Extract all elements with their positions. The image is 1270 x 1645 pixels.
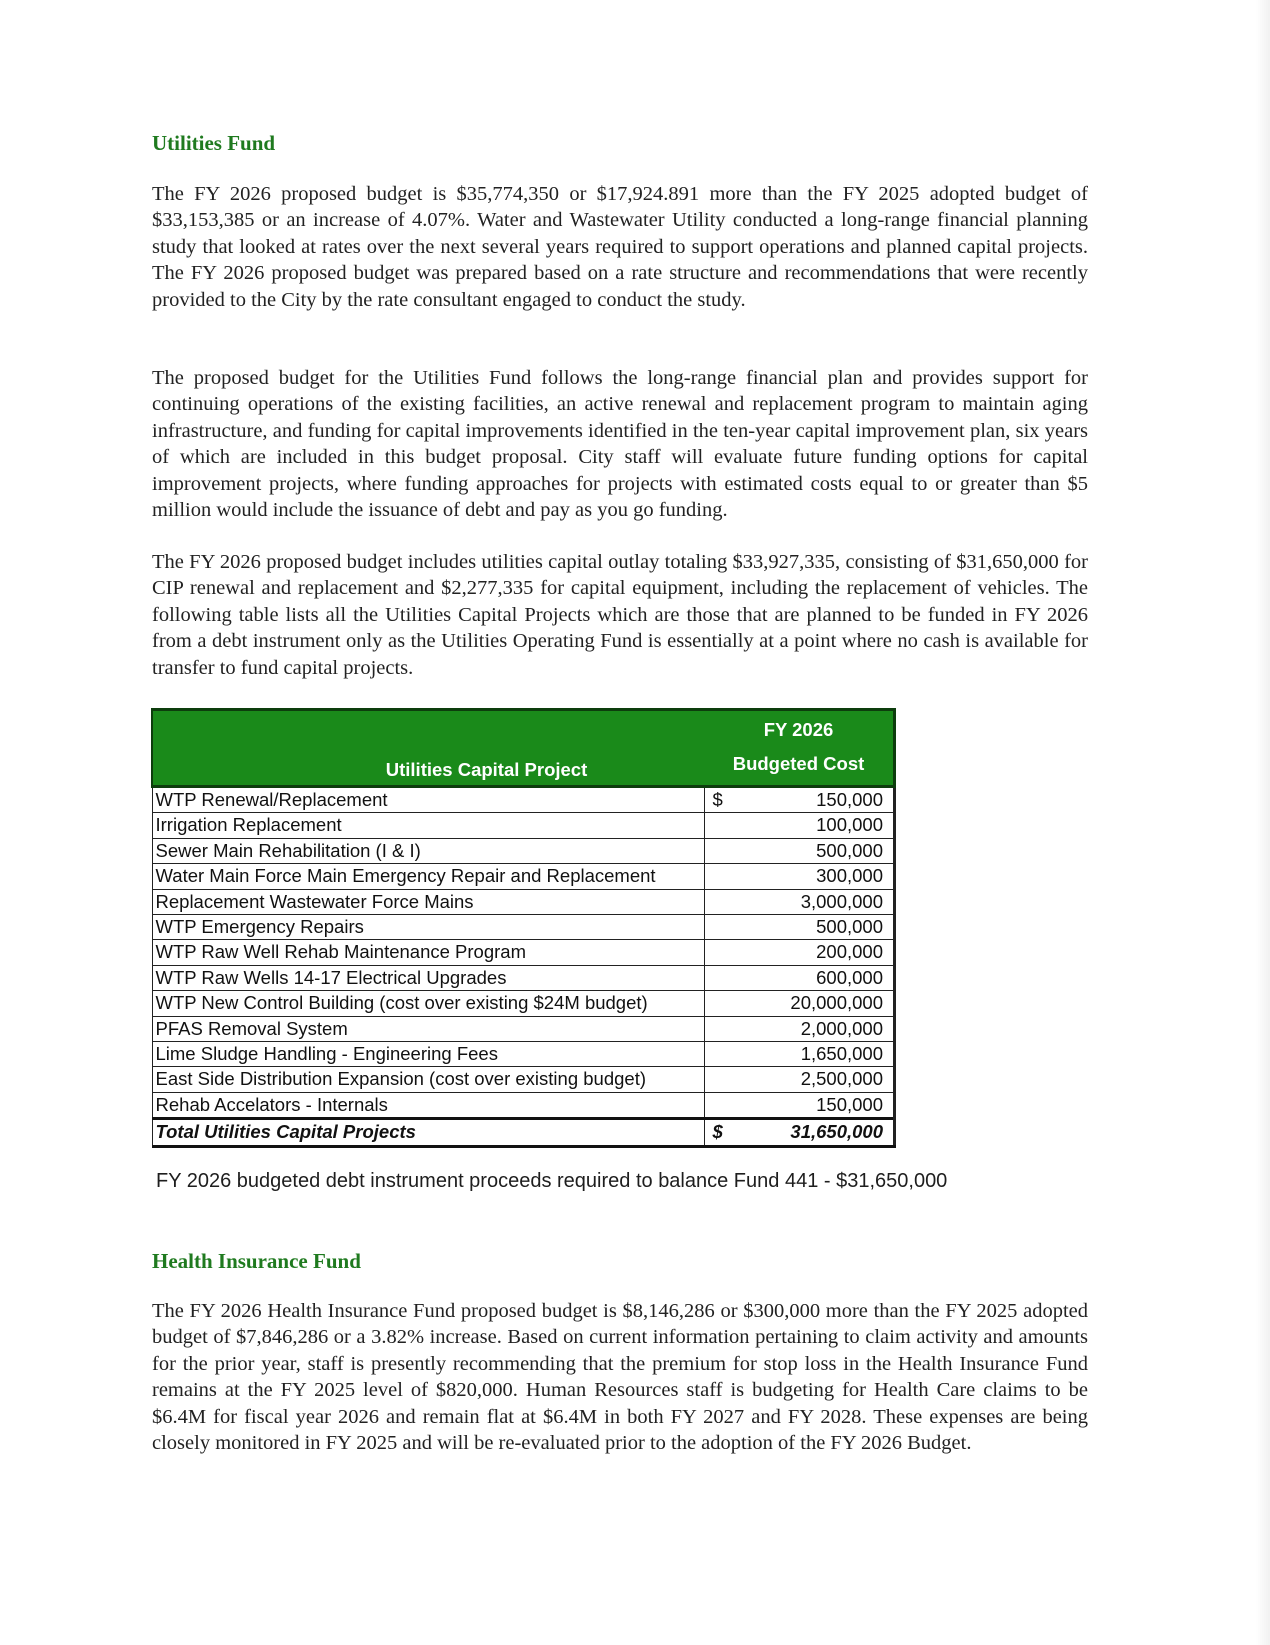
cost-cell — [704, 864, 895, 889]
project-name: Sewer Main Rehabilitation (I & I) — [152, 838, 704, 863]
health-insurance-fund-paragraph: The FY 2026 Health Insurance Fund proposed budget is $8,146,286 or $300,000 more than the FY 2025 adopted budget of $7,846,286 or a 3.82% increase. Based on current information pertaining to claim activity and amounts for the prior year, staff is presently recommending that the premium for stop loss in the Health Insurance Fund remains at the FY 2025 level of $820,000. Human Resources staff is budgeting for Health Care claims to be $6.4M for fiscal year 2026 and remain flat at $6.4M in both FY 2027 and FY 2028. These expenses are being closely monitored in FY 2025 and will be re-evaluated prior to the adoption of the FY 2026 Budget. — [152, 1300, 1088, 1455]
budgeted-cost: 300,000 — [816, 865, 883, 887]
budgeted-cost: 1,650,000 — [800, 1043, 883, 1065]
cost-cell — [704, 1042, 895, 1067]
project-name: WTP Raw Wells 14-17 Electrical Upgrades — [152, 965, 704, 990]
table-body — [152, 787, 895, 1119]
utilities-fund-paragraph-1: The FY 2026 proposed budget is $35,774,350 or $17,924.891 more than the FY 2025 adopted budget of $33,153,385 or an increase of 4.07%. Water and Wastewater Utility conducted a long-range financial planning study that looked at rates over the next several years required to support operations and planned capital projects. The FY 2026 proposed budget was prepared based on a rate structure and recommendations that were recently provided to the City by the rate consultant engaged to conduct the study. — [152, 183, 1088, 311]
header-cost — [704, 710, 895, 787]
budgeted-cost: 500,000 — [816, 839, 883, 861]
page-edge-shadow — [1256, 0, 1270, 1645]
cost-cell — [704, 1067, 895, 1092]
cost-cell — [704, 889, 895, 914]
total-label: Total Utilities Capital Projects — [152, 1119, 704, 1146]
project-name: Irrigation Replacement — [152, 813, 704, 838]
cost-cell — [704, 915, 895, 940]
currency-symbol: $ — [712, 789, 723, 810]
project-name: Rehab Accelators - Internals — [152, 1092, 704, 1118]
table-row — [152, 813, 895, 838]
total-currency: $ — [712, 1121, 723, 1143]
table-row — [152, 889, 895, 914]
cost-cell — [704, 813, 895, 838]
table-row — [152, 915, 895, 940]
table-header-row — [152, 710, 895, 787]
table-row — [152, 991, 895, 1016]
project-name: PFAS Removal System — [152, 1016, 704, 1041]
utilities-fund-paragraph-3: The FY 2026 proposed budget includes utilities capital outlay totaling $33,927,335, consisting of $31,650,000 for CIP renewal and replacement and $2,277,335 for capital equipment, including the replacement of vehicles. The following table lists all the Utilities Capital Projects which are those that are planned to be funded in FY 2026 from a debt instrument only as the Utilities Operating Fund is essentially at a point where no cash is available for transfer to fund capital projects. — [152, 551, 1088, 679]
budgeted-cost: 150,000 — [816, 789, 883, 810]
cost-cell — [704, 991, 895, 1016]
cost-cell — [704, 838, 895, 863]
budgeted-cost: 600,000 — [816, 966, 883, 988]
project-name: East Side Distribution Expansion (cost over existing budget) — [152, 1067, 704, 1092]
budgeted-cost: 200,000 — [816, 941, 883, 963]
budgeted-cost: 3,000,000 — [800, 890, 883, 912]
project-name: WTP New Control Building (cost over existing $24M budget) — [152, 991, 704, 1016]
budgeted-cost: 2,000,000 — [800, 1017, 883, 1039]
project-name: Water Main Force Main Emergency Repair and Replacement — [152, 864, 704, 889]
table-row — [152, 864, 895, 889]
project-name: Replacement Wastewater Force Mains — [152, 889, 704, 914]
budgeted-cost: 150,000 — [816, 1093, 883, 1115]
header-cost-line2: Budgeted Cost — [732, 753, 865, 774]
utilities-fund-paragraph-2: The proposed budget for the Utilities Fund follows the long-range financial plan and provides support for continuing operations of the existing facilities, an active renewal and replacement program to maintain aging infrastructure, and funding for capital improvements identified in the ten-year capital improvement plan, six years of which are included in this budget proposal. City staff will evaluate future funding options for capital improvement projects, where funding approaches for projects with estimated costs equal to or greater than $5 million would include the issuance of debt and pay as you go funding. — [152, 367, 1088, 522]
table-row — [152, 1067, 895, 1092]
cost-cell — [704, 1016, 895, 1041]
table-row — [152, 940, 895, 965]
budgeted-cost: 2,500,000 — [800, 1068, 883, 1090]
total-cost: 31,650,000 — [790, 1121, 883, 1143]
table-row — [152, 1042, 895, 1067]
project-name: WTP Emergency Repairs — [152, 915, 704, 940]
budgeted-cost: 100,000 — [816, 814, 883, 836]
cost-cell — [704, 965, 895, 990]
health-insurance-fund-title: Health Insurance Fund — [152, 1249, 361, 1273]
table-row — [152, 965, 895, 990]
header-project: Utilities Capital Project — [152, 710, 704, 787]
cost-cell — [704, 1092, 895, 1118]
table-row — [152, 838, 895, 863]
project-name: WTP Renewal/Replacement — [152, 787, 704, 813]
budgeted-cost: 20,000,000 — [790, 992, 883, 1014]
table-row — [152, 1016, 895, 1041]
cost-cell — [704, 940, 895, 965]
table-total-row — [152, 1119, 895, 1146]
table-row — [152, 787, 895, 813]
cost-cell — [704, 787, 895, 813]
table-row — [152, 1092, 895, 1118]
project-name: WTP Raw Well Rehab Maintenance Program — [152, 940, 704, 965]
project-name: Lime Sludge Handling - Engineering Fees — [152, 1042, 704, 1067]
utilities-fund-title: Utilities Fund — [152, 131, 276, 155]
utilities-capital-projects-table — [151, 708, 896, 1148]
total-cost-cell — [704, 1119, 895, 1146]
budgeted-cost: 500,000 — [816, 916, 883, 938]
header-cost-line1: FY 2026 — [763, 719, 834, 740]
debt-proceeds-note: FY 2026 budgeted debt instrument proceeds required to balance Fund 441 - $31,650,000 — [156, 1170, 948, 1192]
